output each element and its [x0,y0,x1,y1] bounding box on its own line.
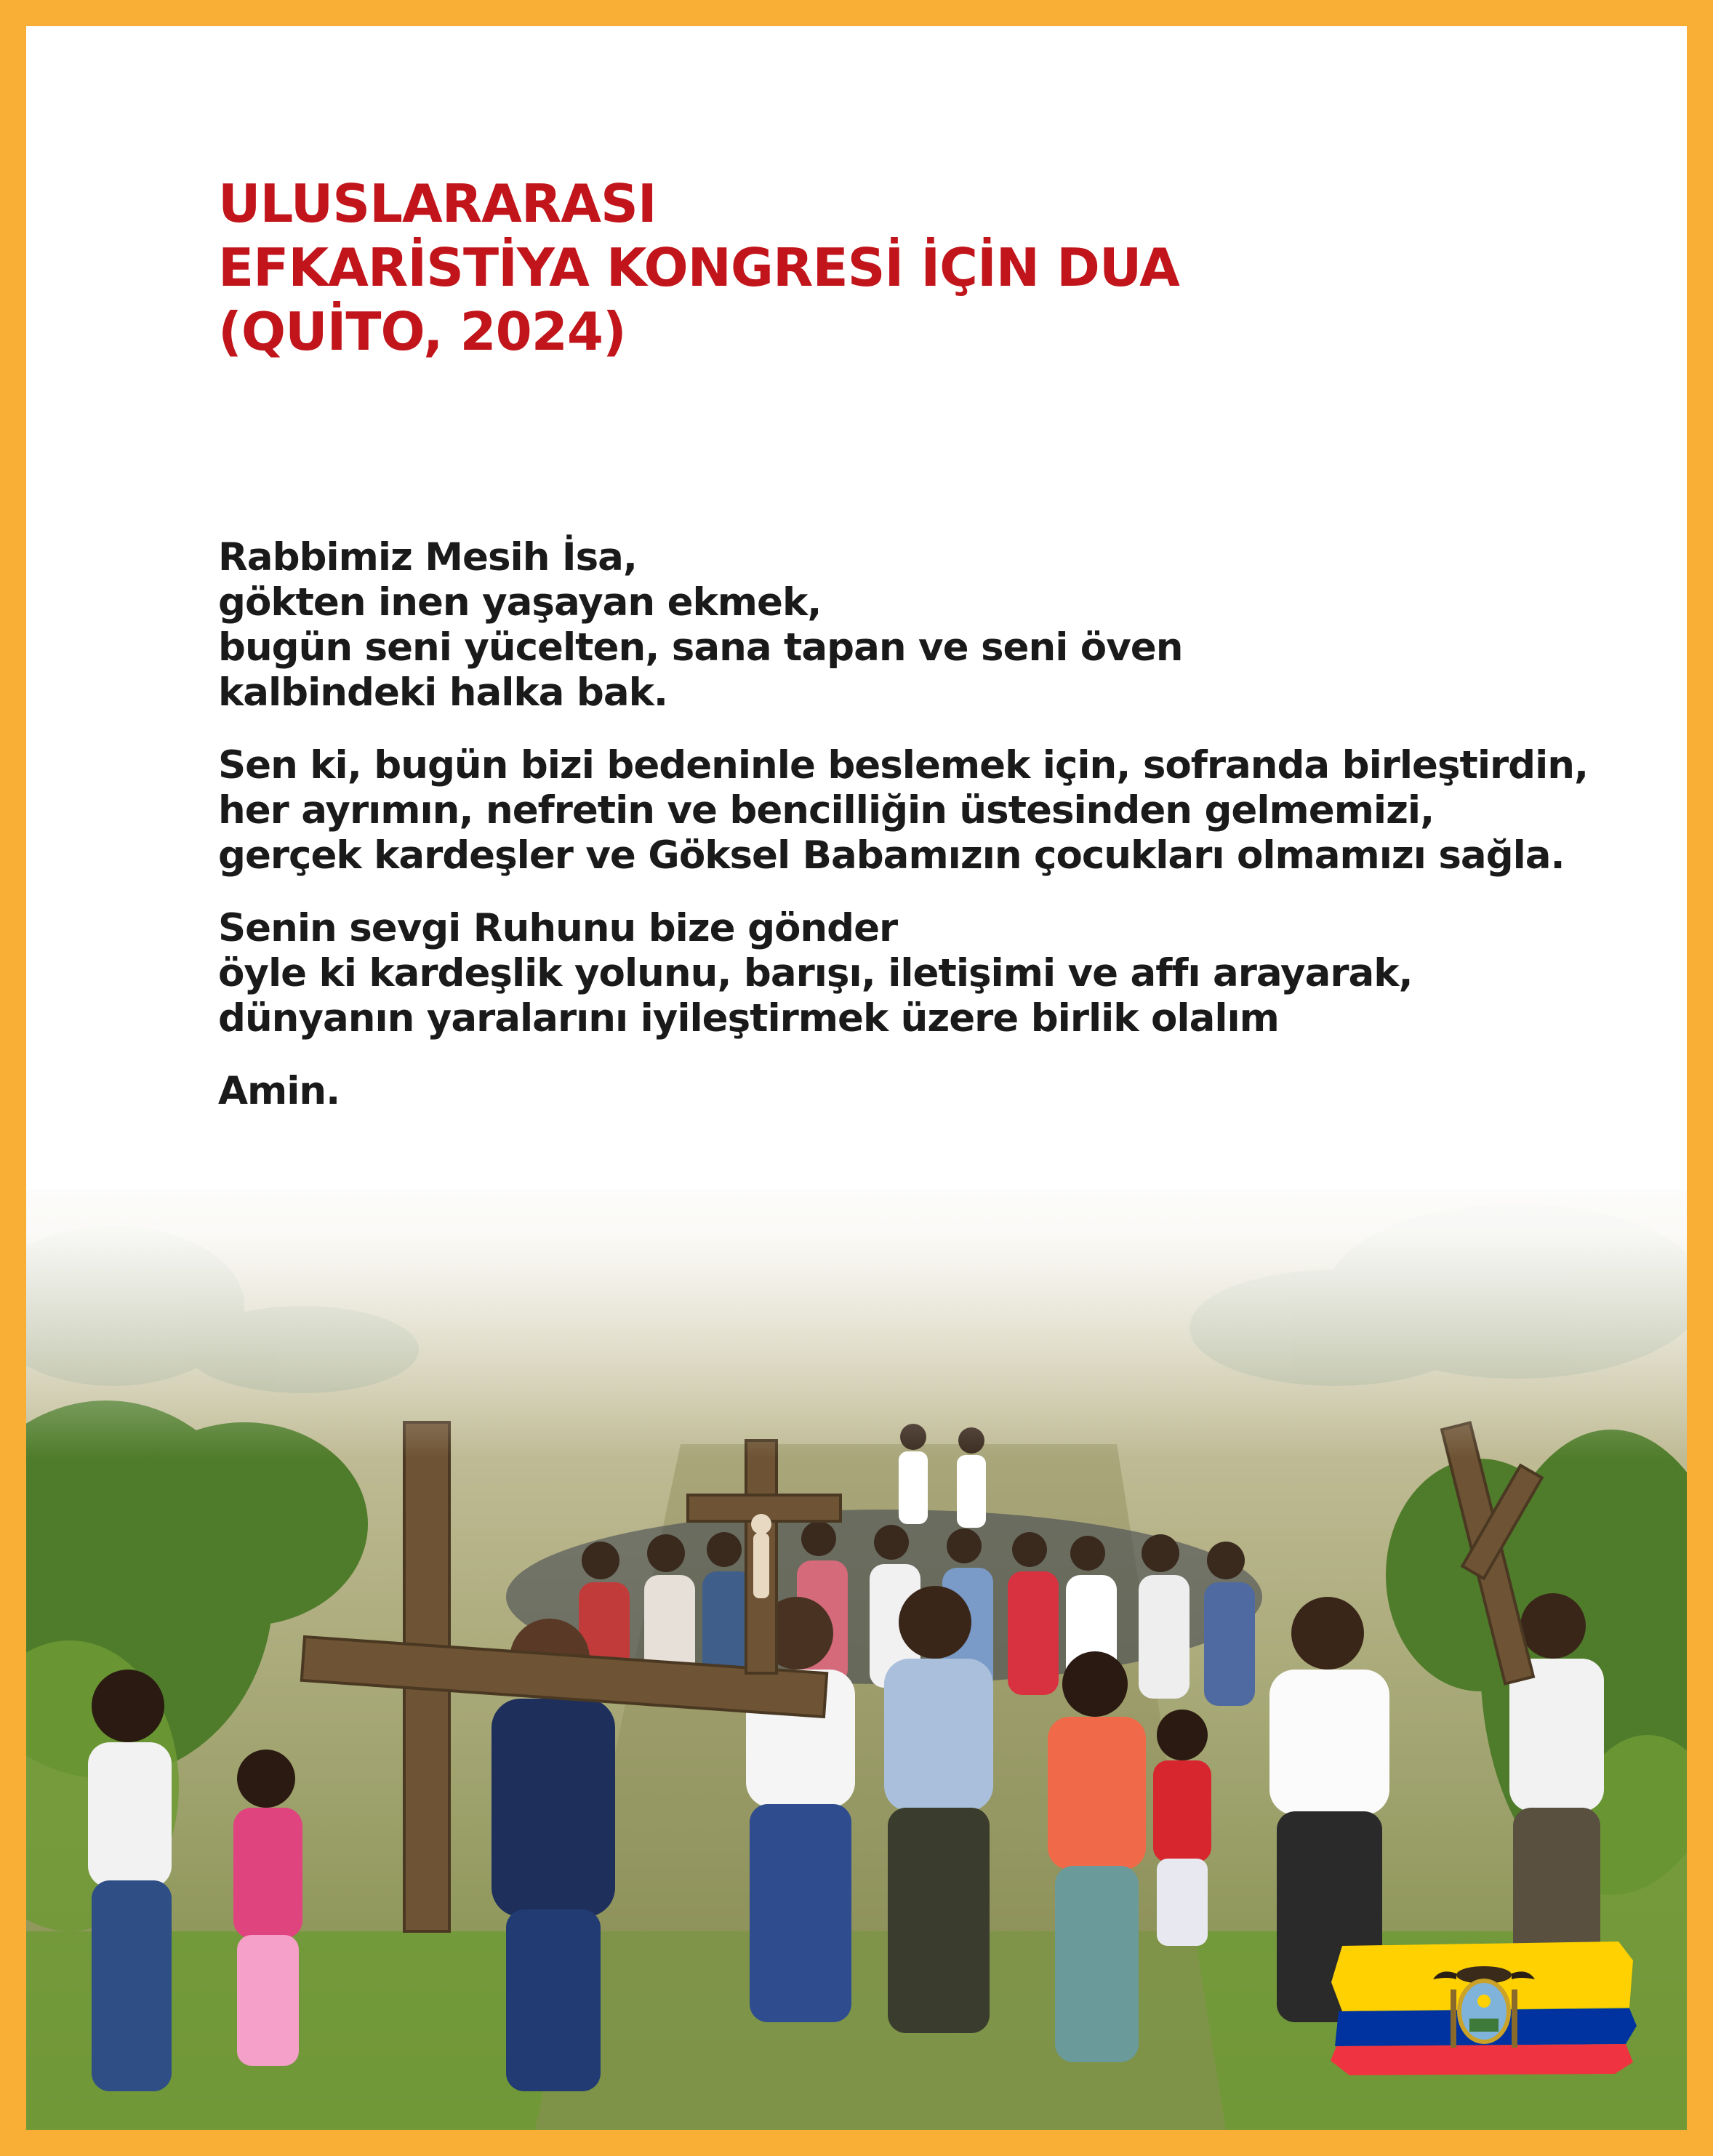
prayer-line: Rabbimiz Mesih İsa, [218,535,638,580]
title-line: ULUSLARARASI [218,173,657,234]
ecuador-flag-icon [1328,1939,1640,2077]
prayer-text [218,535,1672,1142]
prayer-line: öyle ki kardeşlik yolunu, barışı, iletişimi ve affı arayarak, [218,951,1413,995]
prayer-line: kalbindeki halka bak. [218,670,667,715]
prayer-line: Senin sevgi Ruhunu bize gönder [218,906,898,950]
poster-frame [26,26,1687,2130]
prayer-line: gökten inen yaşayan ekmek, [218,580,822,625]
prayer-line: Sen ki, bugün bizi bedeninle beslemek için, sofranda birleştirdin, [218,743,1589,788]
title-line: (QUİTO, 2024) [218,301,626,362]
prayer-stanza-2 [218,743,1672,878]
prayer-stanza-3 [218,906,1672,1041]
prayer-stanza-1 [218,535,1672,716]
title-line: EFKARİSTİYA KONGRESİ İÇİN DUA [218,237,1179,298]
prayer-line: her ayrımın, nefretin ve bencilliğin üstesinden gelmemizi, [218,788,1435,833]
prayer-line: bugün seni yücelten, sana tapan ve seni öven [218,625,1183,670]
amen-line: Amin. [218,1069,340,1113]
prayer-line: dünyanın yaralarını iyileştirmek üzere birlik olalım [218,996,1279,1041]
prayer-title [218,172,1600,364]
prayer-line: gerçek kardeşler ve Göksel Babamızın çocukları olmamızı sağla. [218,833,1565,878]
prayer-amen [218,1069,1672,1114]
